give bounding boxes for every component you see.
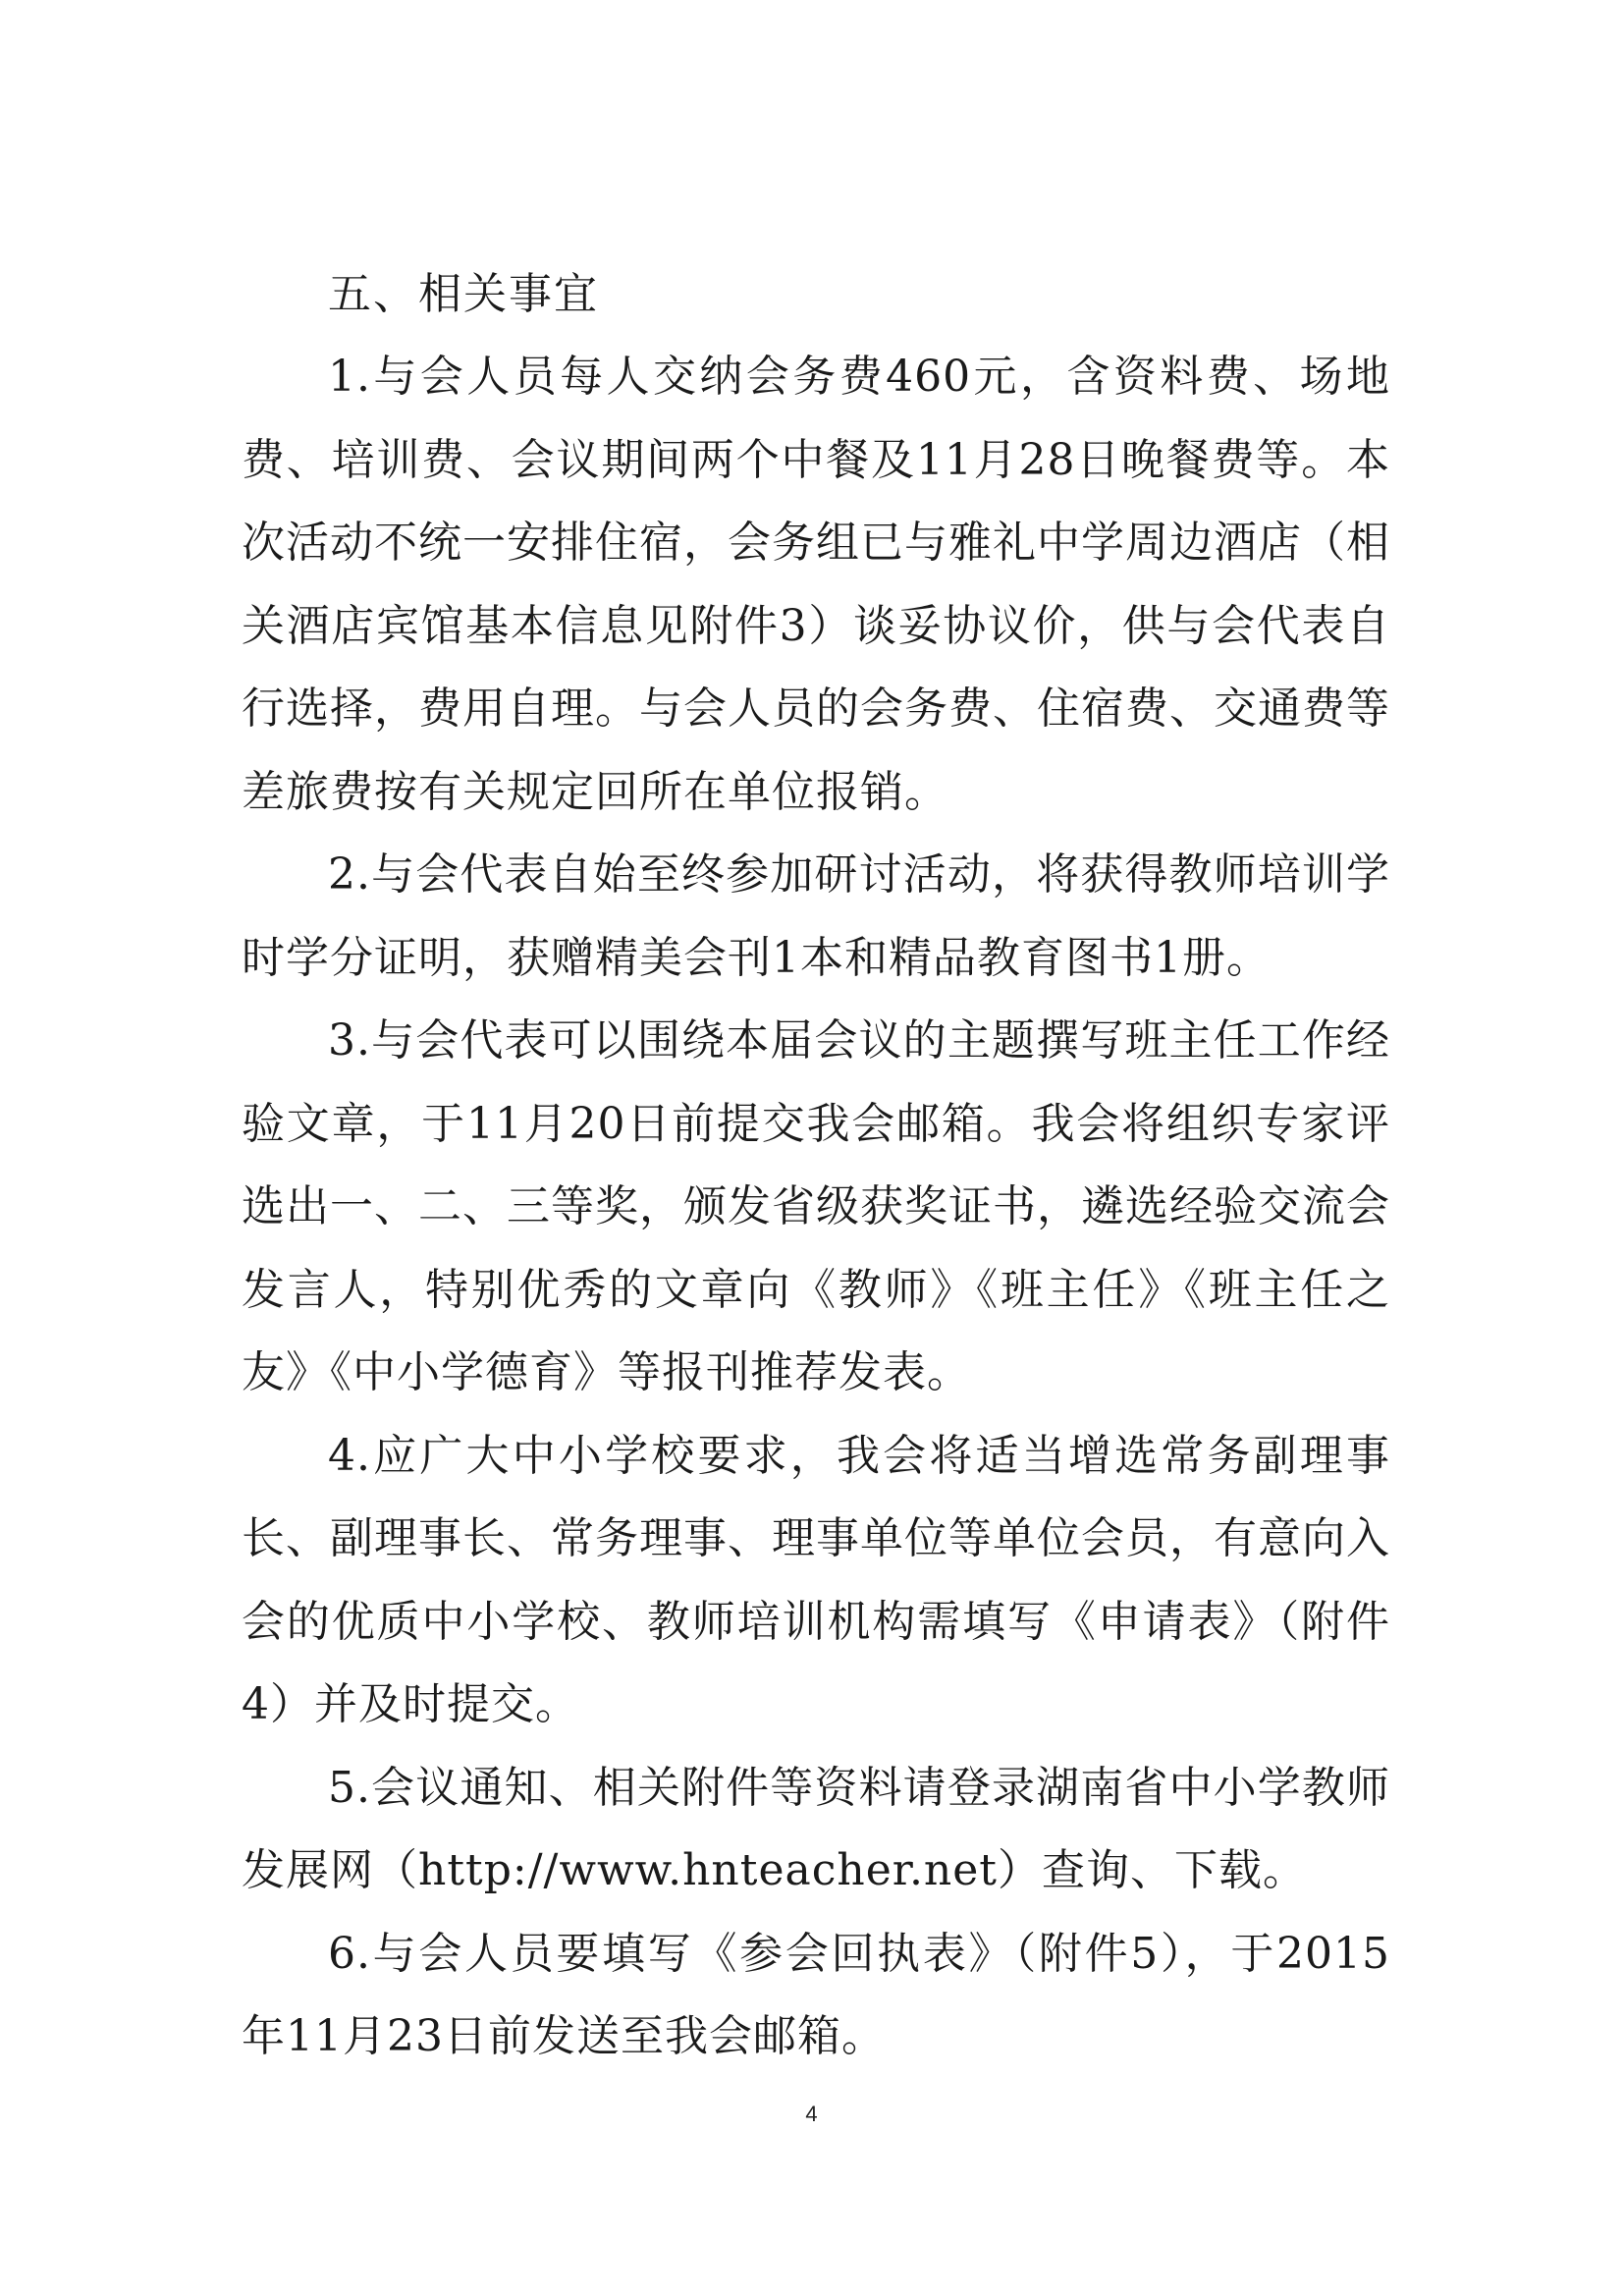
- item-5-paragraph: 5.会议通知、相关附件等资料请登录湖南省中小学教师发展网（http://www.hnteacher.net）查询、下载。: [242, 1762, 1390, 1895]
- item-2-paragraph: 2.与会代表自始至终参加研讨活动，将获得教师培训学时学分证明，获赠精美会刊1本和精品教育图书1册。: [242, 849, 1390, 983]
- item-4-paragraph: 4.应广大中小学校要求，我会将适当增选常务副理事长、副理事长、常务理事、理事单位等单位会员，有意向入会的优质中小学校、教师培训机构需填写《申请表》（附件4）并及时提交。: [242, 1430, 1390, 1729]
- item-1-paragraph: 1.与会人员每人交纳会务费460元，含资料费、场地费、培训费、会议期间两个中餐及11月28日晚餐费等。本次活动不统一安排住宿，会务组已与雅礼中学周边酒店（相关酒店宾馆基本信息见附件3）谈妥协议价，供与会代表自行选择，费用自理。与会人员的会务费、住宿费、交通费等差旅费按有关规定回所在单位报销。: [242, 352, 1390, 817]
- item-3-paragraph: 3.与会代表可以围绕本届会议的主题撰写班主任工作经验文章，于11月20日前提交我会邮箱。我会将组织专家评选出一、二、三等奖，颁发省级获奖证书，遴选经验交流会发言人，特别优秀的文章向《教师》《班主任》《班主任之友》《中小学德育》等报刊推荐发表。: [242, 1015, 1390, 1397]
- item-6-paragraph: 6.与会人员要填写《参会回执表》（附件5），于2015年11月23日前发送至我会邮箱。: [242, 1928, 1390, 2061]
- page-number: 4: [805, 2102, 818, 2126]
- section-heading: 五、相关事宜: [328, 269, 599, 319]
- document-body: [242, 253, 1390, 2079]
